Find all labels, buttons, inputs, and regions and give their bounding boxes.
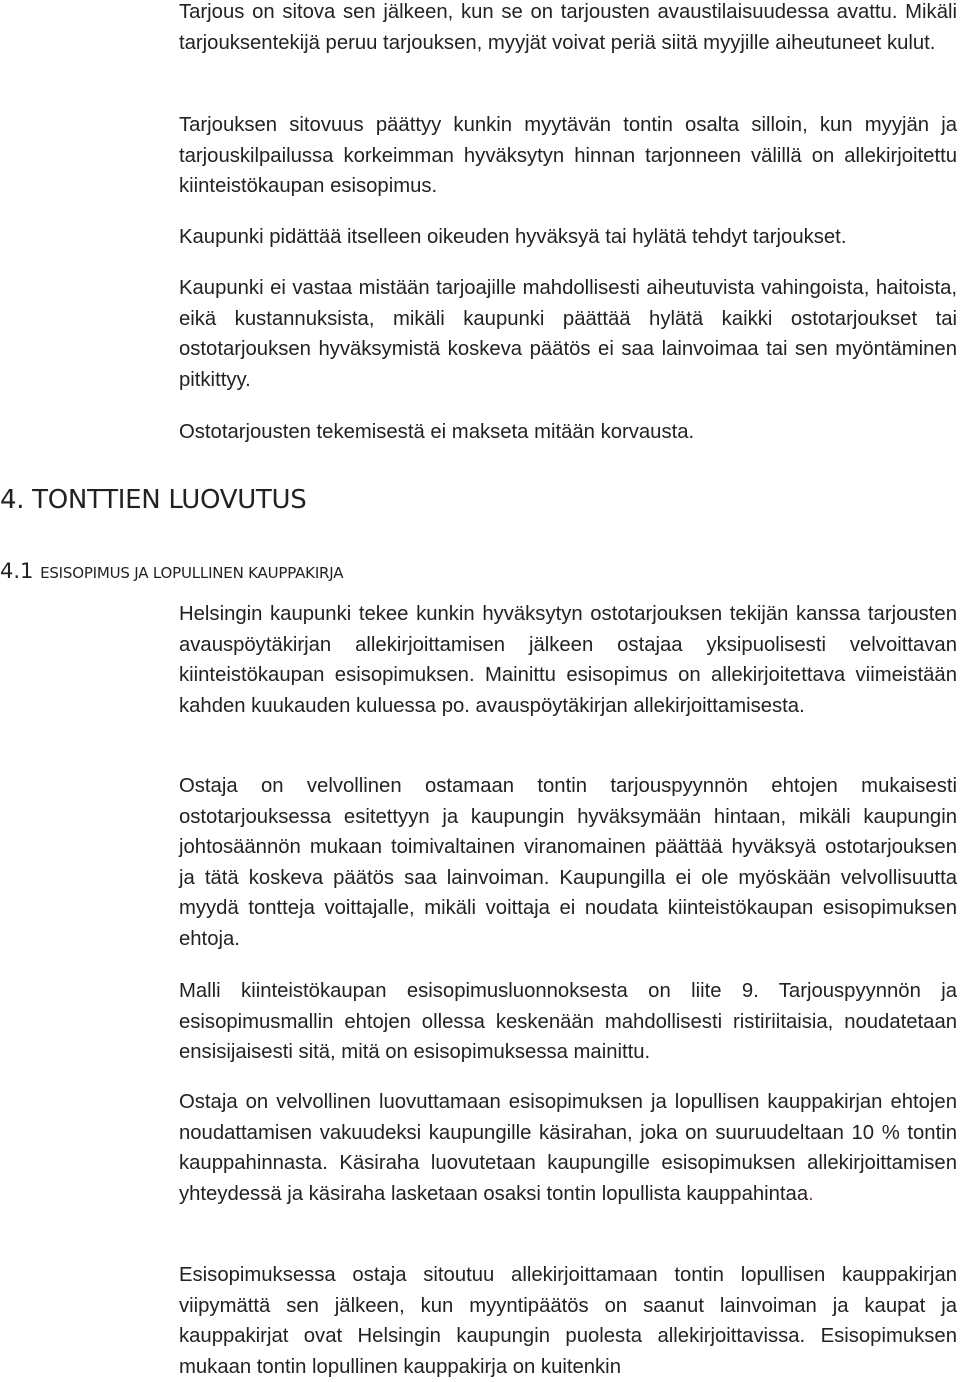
subsection-number: 4.1 <box>0 559 41 583</box>
paragraph-no-compensation: Ostotarjousten tekemisestä ei makseta mitään korvausta. <box>179 421 695 443</box>
paragraph-offer-validity: Tarjouksen sitovuus päättyy kunkin myytävän tontin osalta silloin, kun myyjän ja tarjouskilpailussa korkeimman hyväksytyn hinnan tarjonneen välillä on allekirjoitettu kiinteistökaupan esisopimus. <box>179 114 957 198</box>
paragraph-earnest-money <box>179 1087 957 1209</box>
paragraph-contract-template: Malli kiinteistökaupan esisopimusluonnoksesta on liite 9. Tarjouspyynnön ja esisopimusmallin ehtojen ollessa keskenään mahdollisesti ristiriitaisia, noudatetaan ensisijaisesti sitä, mitä on esisopimuksessa mainittu. <box>179 980 957 1064</box>
paragraph-preliminary-contract: Helsingin kaupunki tekee kunkin hyväksytyn ostotarjouksen tekijän kanssa tarjousten avauspöytäkirjan allekirjoittamisen jälkeen ostajaa yksipuolisesti velvoittavan kiinteistökaupan esisopimuksen. Mainittu esisopimus on allekirjoitettava viimeistään kahden kuukauden kuluessa po. avauspöytäkirjan allekirjoittamisesta. <box>179 603 957 717</box>
paragraph-final-deed: Esisopimuksessa ostaja sitoutuu allekirjoittamaan tontin lopullisen kauppakirjan viipymättä sen jälkeen, kun myyntipäätös on saanut lainvoiman ja kaupat ja kauppakirjat ovat Helsingin kaupungin puolesta allekirjoittavissa. Esisopimuksen mukaan tontin lopullinen kauppakirja on kuitenkin <box>179 1264 957 1378</box>
paragraph-city-right: Kaupunki pidättää itselleen oikeuden hyväksyä tai hylätä tehdyt tarjoukset. <box>179 226 847 248</box>
earnest-money-text: Ostaja on velvollinen luovuttamaan esisopimuksen ja lopullisen kauppakirjan ehtojen noudattamisen vakuudeksi kaupungille käsirahan, joka on suuruudeltaan 10 % tontin kauppahinnasta. Käsiraha luovutetaan kaupungille esisopimuksen allekirjoittamisen yhteydessä ja käsiraha lasketaan osaksi tontin lopullista kauppahintaa <box>179 1091 957 1205</box>
paragraph-buyer-obligation: Ostaja on velvollinen ostamaan tontin tarjouspyynnön ehtojen mukaisesti ostotarjouksessa esitettyyn ja kaupungin hyväksymään hintaan, mikäli kaupungin johtosäännön mukaan toimivaltainen viranomainen päättää hyväksyä ostotarjouksen ja tätä koskeva päätös saa lainvoiman. Kaupungilla ei ole myöskään velvollisuutta myydä tontteja voittajalle, mikäli voittaja ei noudata kiinteistökaupan esisopimuksen ehtoja. <box>179 775 957 950</box>
paragraph-offer-binding: Tarjous on sitova sen jälkeen, kun se on tarjousten avaustilaisuudessa avattu. Mikäli tarjouksentekijä peruu tarjouksen, myyjät voivat periä siitä myyjille aiheutuneet kulut. <box>179 1 957 54</box>
subsection-title: ESISOPIMUS JA LOPULLINEN KAUPPAKIRJA <box>40 564 344 582</box>
subsection-heading <box>0 556 343 584</box>
section-heading: 4. TONTTIEN LUOVUTUS <box>0 485 307 515</box>
paragraph-city-liability: Kaupunki ei vastaa mistään tarjoajille mahdollisesti aiheutuvista vahingoista, haitoista, eikä kustannuksista, mikäli kaupunki päättää hylätä kaikki ostotarjoukset tai ostotarjouksen hyväksymistä koskeva päätös ei saa lainvoimaa tai sen myöntäminen pitkittyy. <box>179 277 957 391</box>
earnest-money-period: . <box>808 1182 814 1205</box>
